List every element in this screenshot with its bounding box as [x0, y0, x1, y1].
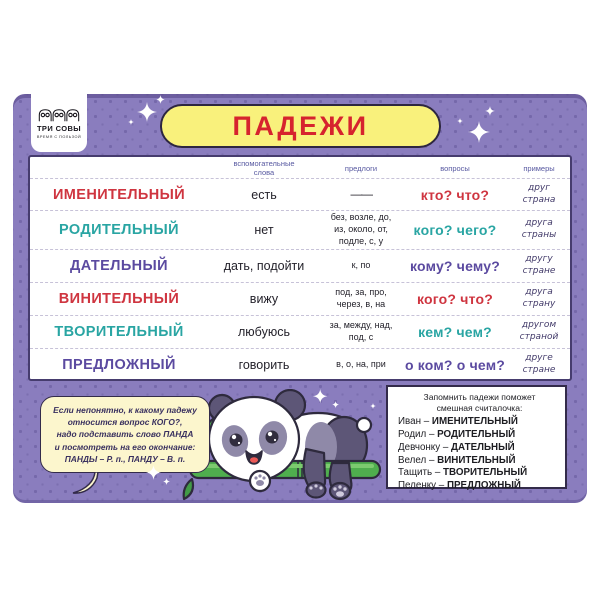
sparkle-icon — [156, 95, 165, 104]
prepositions: в, о, на, при — [336, 359, 386, 370]
case-examples: друг страна — [522, 182, 556, 205]
case-name: ТВОРИТЕЛЬНЫЙ — [54, 324, 184, 340]
aux-word: говорить — [238, 358, 290, 372]
sparkle-icon — [128, 119, 134, 125]
aux-word: есть — [251, 187, 277, 202]
rhyme-box — [386, 385, 567, 492]
cases-table — [28, 155, 572, 381]
sparkle-icon — [370, 403, 376, 409]
case-name: РОДИТЕЛЬНЫЙ — [59, 222, 179, 238]
prepositions: под, за, про, через, в, на — [335, 287, 387, 309]
header-prepositions: предлоги — [344, 163, 378, 173]
brand-tagline: ВРЕМЯ С ПОЛЬЗОЙ — [36, 134, 82, 139]
table-row — [30, 348, 570, 381]
rhyme-item: Пеленку – ПРЕДЛОЖНЫЙ — [398, 480, 521, 492]
table-row — [30, 282, 570, 315]
aux-word: дать, подойти — [223, 259, 305, 273]
case-questions: кем? чем? — [418, 324, 492, 340]
poster-title-pill — [160, 104, 441, 148]
speech-bubble-tail — [71, 472, 101, 496]
aux-word: любуюсь — [238, 325, 290, 339]
brand-name: ТРИ СОВЫ — [36, 123, 82, 133]
sparkle-icon — [146, 465, 161, 480]
case-name: ПРЕДЛОЖНЫЙ — [62, 357, 176, 373]
panda-illustration — [180, 389, 390, 501]
case-examples: друга страны — [521, 218, 557, 240]
case-name: ВИНИТЕЛЬНЫЙ — [58, 291, 180, 307]
case-questions: кого? чего? — [413, 222, 497, 238]
three-owls-icon — [38, 108, 80, 122]
tip-speech-bubble: Если непонятно, к какому падежу относится вопрос КОГО?, надо подставить слово ПАНДА и посмотреть на его окончание: ПАНДЫ – Р. п., ПАНДУ – В. п. — [40, 396, 210, 473]
aux-word: нет — [254, 223, 274, 237]
table-row — [30, 315, 570, 348]
rhyme-item: Тащить – ТВОРИТЕЛЬНЫЙ — [398, 467, 528, 479]
case-name: ИМЕНИТЕЛЬНЫЙ — [52, 186, 186, 203]
case-examples: другу стране — [522, 254, 556, 276]
rhyme-item: Родил – РОДИТЕЛЬНЫЙ — [398, 429, 516, 441]
sparkle-icon — [485, 106, 495, 116]
prepositions: к, по — [351, 260, 371, 271]
prepositions: —— — [350, 186, 372, 201]
case-examples: другом страной — [519, 320, 559, 342]
header-questions: вопросы — [440, 163, 470, 173]
table-header-row — [30, 157, 570, 178]
case-name: ДАТЕЛЬНЫЙ — [70, 258, 168, 274]
poster-title: ПАДЕЖИ — [232, 110, 369, 141]
rhyme-item: Велел – ВИНИТЕЛЬНЫЙ — [398, 454, 516, 466]
header-empty — [30, 166, 208, 169]
case-questions: кто? что? — [420, 186, 490, 203]
case-examples: друга страну — [522, 287, 556, 309]
table-row — [30, 178, 570, 210]
table-row — [30, 249, 570, 282]
header-examples: примеры — [523, 163, 555, 173]
brand-logo — [31, 94, 87, 152]
rhyme-item: Иван – ИМЕНИТЕЛЬНЫЙ — [398, 416, 518, 428]
case-questions: кого? что? — [417, 291, 493, 307]
header-aux-words: вспомогательные слова — [233, 159, 295, 177]
prepositions: за, между, над, под, с — [329, 320, 393, 342]
case-questions: кому? чему? — [409, 258, 501, 274]
aux-word: вижу — [249, 292, 279, 306]
sparkle-icon — [457, 118, 463, 124]
rhyme-item: Девчонку – ДАТЕЛЬНЫЙ — [398, 441, 515, 453]
poster — [13, 94, 587, 503]
sparkle-icon — [163, 478, 170, 485]
case-examples: друге стране — [522, 353, 556, 375]
sparkle-icon — [468, 121, 490, 143]
case-questions: о ком? о чем? — [404, 357, 506, 373]
rhyme-title: Запомнить падежи поможет смешная считалочка: — [423, 392, 536, 413]
sparkle-icon — [137, 102, 157, 122]
table-row — [30, 210, 570, 249]
prepositions: без, возле, до, из, около, от, подле, с, у — [330, 212, 392, 246]
